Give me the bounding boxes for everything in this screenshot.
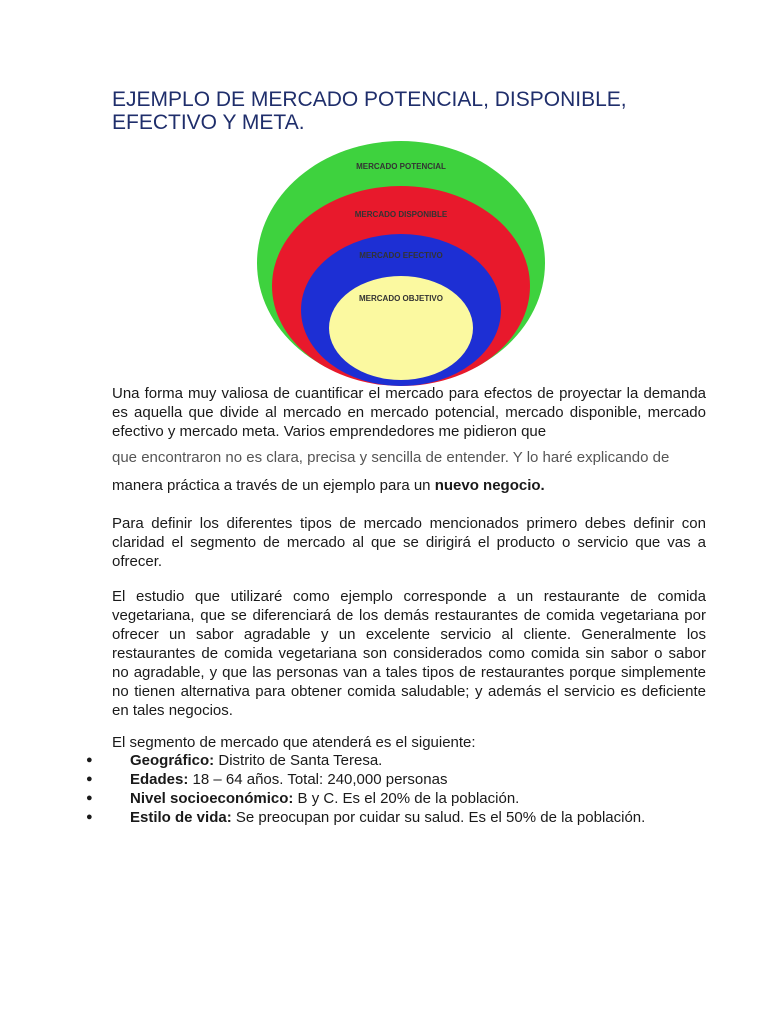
mercado-efectivo-label: MERCADO EFECTIVO: [359, 251, 443, 260]
market-ellipse-diagram: [256, 140, 546, 386]
mercado-objetivo-label: MERCADO OBJETIVO: [358, 294, 444, 303]
paragraph-intro-tail: [112, 476, 706, 495]
bullet-text: Distrito de Santa Teresa.: [214, 752, 383, 769]
bullet-label: Edades:: [130, 771, 189, 788]
bullet-dot-icon: ●: [86, 792, 93, 804]
paragraph-intro-overlap-line: que encontraron no es clara, precisa y sencilla de entender. Y lo haré explicando de: [112, 449, 670, 466]
bullet-label: Estilo de vida:: [130, 809, 232, 826]
bullet-text: B y C. Es el 20% de la población.: [293, 790, 520, 807]
mercado-potencial-label: MERCADO POTENCIAL: [356, 162, 446, 171]
bullet-dot-icon: ●: [86, 754, 93, 766]
paragraph-intro-tail-text: manera práctica a través de un ejemplo para un: [112, 477, 431, 494]
bullet-geografico: [86, 751, 645, 770]
bullet-text: Se preocupan por cuidar su salud. Es el 50% de la población.: [231, 809, 646, 826]
mercado-disponible-label: MERCADO DISPONIBLE: [354, 210, 448, 219]
mercado-objetivo-ellipse: [329, 276, 473, 380]
bullet-label: Nivel socioeconómico:: [130, 790, 294, 807]
bullet-label: Geográfico:: [130, 752, 215, 769]
paragraph-intro: Una forma muy valiosa de cuantificar el mercado para efectos de proyectar la demanda es aquella que divide al mercado en mercado potencial, mercado disponible, mercado efectivo y mercado meta. Varios emprendedores me pidieron que: [112, 385, 706, 440]
paragraph-definir-mercado: Para definir los diferentes tipos de mercado mencionados primero debes definir con claridad el segmento de mercado al que se dirigirá el producto o servicio que vas a ofrecer.: [112, 515, 706, 570]
bullet-estilo-de-vida: [86, 808, 645, 827]
segment-intro: El segmento de mercado que atenderá es el siguiente:: [112, 734, 476, 751]
bullet-dot-icon: ●: [86, 811, 93, 823]
nuevo-negocio-link: nuevo negocio.: [434, 477, 545, 494]
bullet-nivel-socioeconomico: [86, 789, 645, 808]
paragraph-estudio-restaurante: El estudio que utilizaré como ejemplo corresponde a un restaurante de comida vegetariana, que se diferenciará de los demás restaurantes de comida vegetariana por ofrecer un sabor agradable y un excelente servicio al cliente. Generalmente los restaurantes de comida vegetariana son considerados como comida sin sabor o sabor no agradable, y que las personas van a tales tipos de restaurantes porque simplemente no tienen alternativa para obtener comida saludable; y además el servicio es deficiente en tales negocios.: [112, 588, 706, 719]
bullet-dot-icon: ●: [86, 773, 93, 785]
bullet-text: 18 – 64 años. Total: 240,000 personas: [188, 771, 448, 788]
segment-bullet-list: [86, 751, 645, 827]
bullet-edades: [86, 770, 645, 789]
document-title: EJEMPLO DE MERCADO POTENCIAL, DISPONIBLE, EFECTIVO Y META.: [112, 88, 627, 134]
